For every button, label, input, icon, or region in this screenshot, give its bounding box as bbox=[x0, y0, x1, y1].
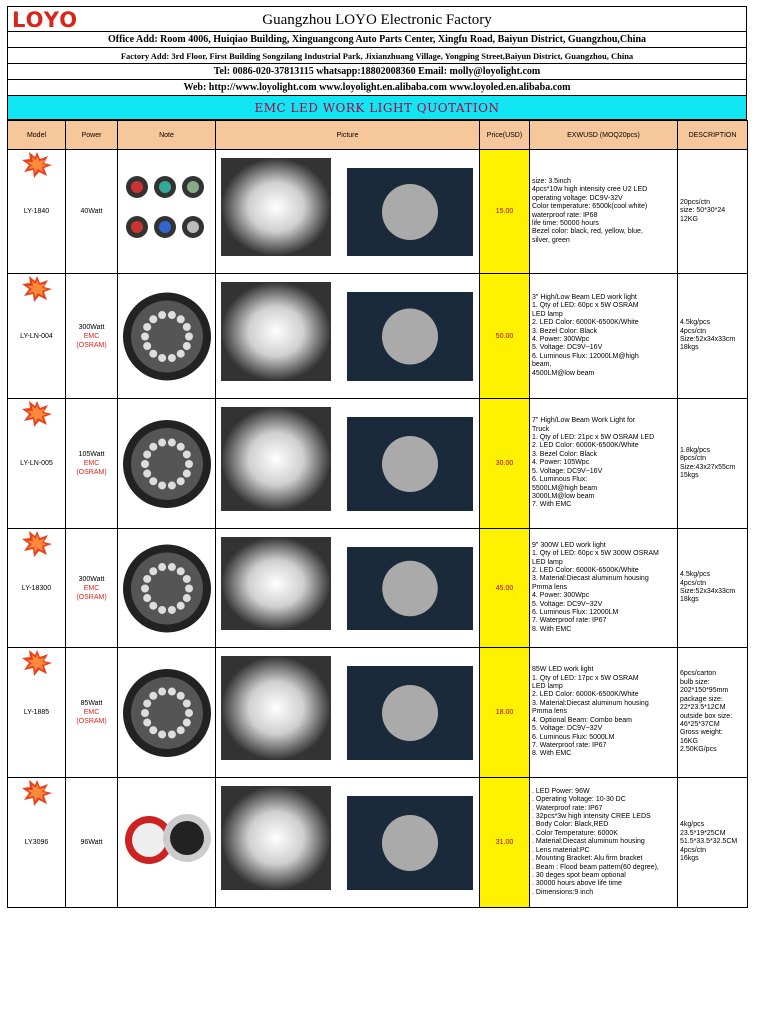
exw-line: 5500LM@high beam bbox=[532, 484, 598, 492]
exw-line: 5. Voltage: DC9V~32V bbox=[532, 725, 603, 733]
exw-line: 3" High/Low Beam LED work light bbox=[532, 293, 637, 301]
power-cell bbox=[66, 648, 118, 778]
description-line: package size: bbox=[680, 695, 723, 703]
exw-line: Color temperature: 6500k(cool white) bbox=[532, 203, 648, 211]
description-cell bbox=[678, 648, 748, 778]
exw-cell bbox=[530, 529, 678, 648]
exw-cell bbox=[530, 778, 678, 908]
power-cell bbox=[66, 778, 118, 908]
beam-photo bbox=[217, 403, 479, 525]
model-cell bbox=[8, 399, 66, 529]
model-name: LY-18300 bbox=[21, 584, 52, 592]
exw-line: size: 3.5inch bbox=[532, 177, 571, 185]
col-note: Note bbox=[118, 121, 216, 150]
description-line: 2.50KG/pcs bbox=[680, 746, 717, 754]
exw-line: 6. Luminous Flux: 5000LM bbox=[532, 733, 615, 741]
price-cell: 15.00 bbox=[480, 150, 530, 274]
power-osram: (OSRAM) bbox=[76, 469, 107, 476]
new-star-icon bbox=[22, 276, 52, 302]
description-cell bbox=[678, 778, 748, 908]
web-info: Web: http://www.loyolight.com www.loyolight.en.alibaba.com www.loyoled.en.alibaba.com bbox=[7, 80, 747, 96]
exw-line: Bezel color: black, red, yellow, blue, bbox=[532, 228, 643, 236]
exw-line: 3. Material:Diecast aluminum housing bbox=[532, 575, 649, 583]
price-cell: 31.00 bbox=[480, 778, 530, 908]
model-cell bbox=[8, 778, 66, 908]
exw-line: . Material:Diecast aluminum housing bbox=[532, 838, 645, 846]
exw-cell bbox=[530, 274, 678, 399]
exw-line: . Mounting Bracket: Alu firm bracket bbox=[532, 855, 643, 863]
contact-info: Tel: 0086-020-37813115 whatsapp:18802008360 Email: molly@loyolight.com bbox=[7, 64, 747, 80]
exw-line: 2. LED Color: 6000K-6500K/White bbox=[532, 319, 639, 327]
logo-text: LOYO bbox=[12, 8, 79, 32]
exw-line: . Beam : Flood beam pattern(60 degree), bbox=[532, 863, 659, 871]
exw-line: LED lamp bbox=[532, 310, 563, 318]
exw-line: beam, bbox=[532, 361, 552, 369]
power-emc: EMC bbox=[83, 709, 100, 716]
exw-line: 2. LED Color: 6000K-6500K/White bbox=[532, 691, 639, 699]
table-header-row bbox=[8, 121, 748, 150]
exw-line: 7. Waterproof rate: IP67 bbox=[532, 741, 607, 749]
exw-line: 3. Bezel Color: Black bbox=[532, 450, 597, 458]
exw-line: . Color Temperature: 6000K bbox=[532, 829, 618, 837]
exw-line: Truck bbox=[532, 425, 550, 433]
exw-line: 1. Qty of LED: 21pc x 5W OSRAM LED bbox=[532, 434, 655, 442]
description-line: Size:43x27x55cm bbox=[680, 463, 736, 471]
description-line: size: 50*30*24 bbox=[680, 207, 726, 215]
exw-line: 2. LED Color: 6000K-6500K/White bbox=[532, 442, 639, 450]
table-body bbox=[8, 150, 748, 908]
exw-line: . LED Power: 96W bbox=[532, 787, 590, 795]
product-photo bbox=[119, 276, 215, 397]
exw-line: 4500LM@low beam bbox=[532, 369, 595, 377]
table-row bbox=[8, 274, 748, 399]
description-line: 16KG bbox=[680, 737, 698, 745]
table-row bbox=[8, 399, 748, 529]
exw-line: 3. Bezel Color: Black bbox=[532, 327, 597, 335]
model-cell bbox=[8, 150, 66, 274]
description-line: 22*23.5*12CM bbox=[680, 704, 726, 712]
description-line: 4pcs/ctn bbox=[680, 579, 707, 587]
col-picture: Picture bbox=[216, 121, 480, 150]
power-value: 105Watt bbox=[78, 451, 105, 458]
exw-cell bbox=[530, 150, 678, 274]
exw-cell bbox=[530, 648, 678, 778]
model-name: LY-1885 bbox=[23, 709, 50, 716]
exw-line: 5. Voltage: DC9V~16V bbox=[532, 467, 603, 475]
description-line: 4.5kg/pcs bbox=[680, 571, 710, 579]
beam-photo bbox=[217, 782, 479, 904]
power-cell bbox=[66, 150, 118, 274]
new-star-icon bbox=[22, 531, 52, 557]
col-price: Price(USD) bbox=[480, 121, 530, 150]
exw-line: 5. Voltage: DC9V~16V bbox=[532, 344, 603, 352]
note-cell bbox=[118, 274, 216, 399]
exw-line: 85W LED work light bbox=[532, 666, 594, 674]
description-line: 4pcs/ctn bbox=[680, 846, 707, 854]
description-line: 1.8kg/pcs bbox=[680, 446, 710, 454]
table-row bbox=[8, 529, 748, 648]
exw-line: 1. Qty of LED: 17pc x 5W OSRAM bbox=[532, 674, 639, 682]
exw-line: 1. Qty of LED: 60pc x 5W 300W OSRAM bbox=[532, 550, 659, 558]
beam-photo bbox=[217, 652, 479, 774]
note-cell bbox=[118, 399, 216, 529]
description-line: 202*150*95mm bbox=[680, 687, 729, 695]
exw-line: 4pcs*10w high intensity cree U2 LED bbox=[532, 186, 648, 194]
description-line: 6pcs/carton bbox=[680, 670, 717, 678]
factory-address: Factory Add: 3rd Floor, First Building Songzilang Industrial Park, Jixianzhuang Village, Yongping Street,Baiyun District, Guangzhou, China bbox=[7, 48, 747, 64]
product-photo bbox=[119, 152, 215, 272]
col-exw: EXWUSD (MOQ20pcs) bbox=[530, 121, 678, 150]
loyo-logo bbox=[12, 9, 78, 31]
note-cell bbox=[118, 778, 216, 908]
exw-line: silver, green bbox=[532, 236, 570, 244]
exw-cell bbox=[530, 399, 678, 529]
exw-line: waterproof rate: IP68 bbox=[532, 211, 598, 219]
exw-line: 9" 300W LED work light bbox=[532, 541, 606, 549]
power-value: 300Watt bbox=[78, 575, 105, 583]
exw-line: . 30000 hours above life time bbox=[532, 880, 622, 888]
description-cell bbox=[678, 150, 748, 274]
exw-line: 7. With EMC bbox=[532, 501, 572, 509]
power-cell bbox=[66, 529, 118, 648]
description-cell bbox=[678, 399, 748, 529]
exw-line: 4. Power: 300Wpc bbox=[532, 336, 590, 343]
picture-cell bbox=[216, 399, 480, 529]
exw-line: life time: 50000 hours bbox=[532, 219, 599, 227]
price-cell: 18.00 bbox=[480, 648, 530, 778]
exw-line: . 30 deges spot beam optional bbox=[532, 871, 626, 879]
quotation-sheet bbox=[7, 6, 747, 908]
exw-line: . Dimensions:9 inch bbox=[532, 888, 594, 896]
exw-line: . Lens material:PC bbox=[532, 846, 590, 854]
price-cell: 30.00 bbox=[480, 399, 530, 529]
description-line: Gross weight: bbox=[680, 729, 723, 737]
table-row bbox=[8, 150, 748, 274]
model-cell bbox=[8, 529, 66, 648]
price-cell: 50.00 bbox=[480, 274, 530, 399]
col-description: DESCRIPTION bbox=[678, 121, 748, 150]
exw-line: Pmma lens bbox=[532, 708, 568, 716]
exw-line: . Body Color: Black,RED bbox=[532, 821, 609, 829]
description-line: 15kgs bbox=[680, 471, 699, 479]
power-osram: (OSRAM) bbox=[76, 341, 107, 349]
description-cell bbox=[678, 529, 748, 648]
col-model: Model bbox=[8, 121, 66, 150]
beam-photo bbox=[217, 278, 479, 395]
col-power: Power bbox=[66, 121, 118, 150]
exw-line: 7. Waterproof rate: IP67 bbox=[532, 617, 607, 625]
description-line: 18kgs bbox=[680, 596, 699, 604]
power-emc: EMC bbox=[83, 332, 100, 340]
new-star-icon bbox=[22, 780, 52, 806]
description-line: outside box size: bbox=[680, 712, 733, 720]
power-cell bbox=[66, 399, 118, 529]
power-osram: (OSRAM) bbox=[76, 593, 107, 601]
exw-line: . Waterproof rate: IP67 bbox=[532, 804, 603, 812]
note-cell bbox=[118, 648, 216, 778]
beam-photo bbox=[217, 154, 479, 270]
table-row bbox=[8, 778, 748, 908]
exw-line: LED lamp bbox=[532, 558, 563, 566]
exw-line: 2. LED Color: 6000K-6500K/White bbox=[532, 566, 639, 574]
description-line: Size:52x34x33cm bbox=[680, 336, 736, 343]
power-osram: (OSRAM) bbox=[76, 718, 107, 725]
product-photo bbox=[119, 531, 215, 646]
description-line: 18kgs bbox=[680, 344, 699, 352]
exw-line: 8. With EMC bbox=[532, 625, 572, 633]
power-value: 85Watt bbox=[80, 700, 103, 707]
company-name: Guangzhou LOYO Electronic Factory bbox=[262, 12, 492, 28]
model-cell bbox=[8, 274, 66, 399]
quotation-banner: EMC LED WORK LIGHT QUOTATION bbox=[7, 96, 747, 120]
exw-line: 6. Luminous Flux: bbox=[532, 476, 588, 484]
quotation-table bbox=[7, 120, 748, 908]
exw-line: 6. Luminous Flux: 12000LM bbox=[532, 609, 619, 617]
model-name: LY-LN-004 bbox=[20, 332, 53, 340]
company-header bbox=[7, 6, 747, 32]
table-row bbox=[8, 648, 748, 778]
new-star-icon bbox=[22, 650, 52, 676]
power-emc: EMC bbox=[83, 584, 100, 592]
model-name: LY-LN-005 bbox=[20, 460, 53, 467]
product-photo bbox=[119, 780, 215, 906]
model-name: LY3096 bbox=[24, 839, 49, 846]
exw-line: 4. Power: 300Wpc bbox=[532, 592, 590, 600]
description-line: 46*25*37CM bbox=[680, 720, 720, 728]
product-photo bbox=[119, 401, 215, 527]
description-line: 4pcs/ctn bbox=[680, 327, 707, 335]
exw-line: Pmma lens bbox=[532, 583, 568, 591]
exw-line: 4. Optional Beam: Combo beam bbox=[532, 716, 632, 724]
model-name: LY-1840 bbox=[23, 208, 50, 215]
exw-line: . Operating Voltage: 10-30 DC bbox=[532, 796, 626, 804]
description-line: 23.5*19*25CM bbox=[680, 829, 726, 837]
exw-line: 6. Luminous Flux: 12000LM@high bbox=[532, 352, 639, 360]
picture-cell bbox=[216, 778, 480, 908]
exw-line: 5. Voltage: DC9V~32V bbox=[532, 600, 603, 608]
beam-photo bbox=[217, 533, 479, 644]
exw-line: 3. Material:Diecast aluminum housing bbox=[532, 699, 649, 707]
description-line: 12KG bbox=[680, 215, 698, 223]
office-address: Office Add: Room 4006, Huiqiao Building, Xinguangcong Auto Parts Center, Xingfu Road, Baiyun District, Guangzhou,China bbox=[7, 32, 747, 48]
description-line: 4kg/pcs bbox=[680, 821, 705, 829]
description-line: 20pcs/ctn bbox=[680, 198, 710, 206]
picture-cell bbox=[216, 150, 480, 274]
new-star-icon bbox=[22, 152, 52, 178]
power-value: 300Watt bbox=[78, 323, 105, 331]
exw-line: 7" High/Low Beam Work Light for bbox=[532, 417, 636, 425]
power-value: 96Watt bbox=[80, 839, 103, 846]
exw-line: 1. Qty of LED: 60pc x 5W OSRAM bbox=[532, 302, 639, 310]
description-line: Size:52x34x33cm bbox=[680, 588, 736, 595]
exw-line: 8. With EMC bbox=[532, 750, 572, 758]
exw-line: 3000LM@low beam bbox=[532, 492, 595, 500]
exw-line: operating voltage: DC9V-32V bbox=[532, 194, 623, 202]
power-value: 40Watt bbox=[80, 208, 103, 215]
description-line: 51.5*33.5*32.5CM bbox=[680, 838, 738, 846]
power-cell bbox=[66, 274, 118, 399]
description-line: 16kgs bbox=[680, 855, 699, 863]
exw-line: 4. Power: 105Wpc bbox=[532, 459, 590, 467]
description-line: 4.5kg/pcs bbox=[680, 319, 710, 327]
exw-line: LED lamp bbox=[532, 683, 563, 691]
description-line: bulb size: bbox=[680, 678, 710, 686]
exw-line: . 32pcs*3w high intensity CREE LEDS bbox=[532, 813, 651, 821]
power-emc: EMC bbox=[83, 460, 100, 467]
description-cell bbox=[678, 274, 748, 399]
picture-cell bbox=[216, 648, 480, 778]
note-cell bbox=[118, 150, 216, 274]
picture-cell bbox=[216, 274, 480, 399]
note-cell bbox=[118, 529, 216, 648]
description-line: 8pcs/ctn bbox=[680, 455, 707, 463]
picture-cell bbox=[216, 529, 480, 648]
product-photo bbox=[119, 650, 215, 776]
model-cell bbox=[8, 648, 66, 778]
new-star-icon bbox=[22, 401, 52, 427]
price-cell: 45.00 bbox=[480, 529, 530, 648]
